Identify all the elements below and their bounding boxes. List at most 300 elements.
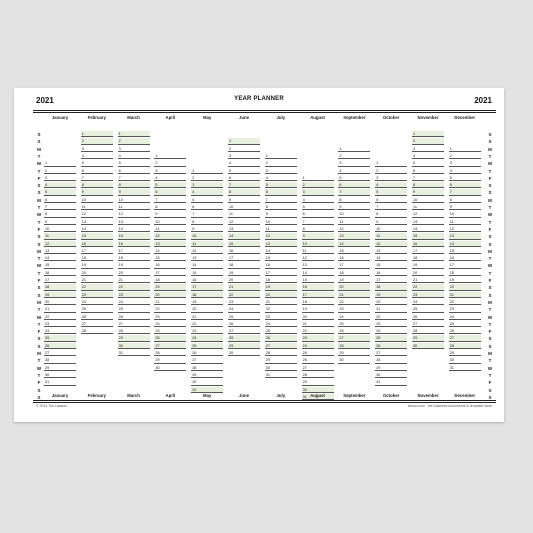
day-cell[interactable]: 9 xyxy=(412,189,444,195)
day-cell[interactable]: 4 xyxy=(44,182,76,188)
day-cell[interactable]: 18 xyxy=(302,299,334,305)
day-cell[interactable]: 24 xyxy=(81,299,113,305)
day-cell[interactable]: 7 xyxy=(44,204,76,210)
day-cell[interactable]: 2 xyxy=(81,138,113,144)
day-cell[interactable]: 10 xyxy=(154,219,186,225)
day-cell[interactable]: 20 xyxy=(118,270,150,276)
day-cell[interactable]: 5 xyxy=(449,175,481,181)
day-cell[interactable]: 7 xyxy=(228,182,260,188)
day-cell[interactable]: 10 xyxy=(44,226,76,232)
day-cell[interactable]: 16 xyxy=(81,241,113,247)
day-cell[interactable]: 20 xyxy=(265,292,297,298)
day-cell[interactable]: 9 xyxy=(302,233,334,239)
day-cell[interactable]: 11 xyxy=(338,219,370,225)
day-cell[interactable]: 10 xyxy=(191,233,223,239)
day-cell[interactable]: 7 xyxy=(191,211,223,217)
day-cell[interactable]: 28 xyxy=(191,365,223,371)
day-cell[interactable]: 20 xyxy=(302,314,334,320)
day-cell[interactable]: 23 xyxy=(228,299,260,305)
day-cell[interactable]: 18 xyxy=(265,277,297,283)
day-cell[interactable]: 6 xyxy=(302,211,334,217)
day-cell[interactable]: 26 xyxy=(302,357,334,363)
day-cell[interactable]: 3 xyxy=(44,175,76,181)
day-cell[interactable]: 4 xyxy=(81,153,113,159)
day-cell[interactable]: 27 xyxy=(118,321,150,327)
day-cell[interactable]: 13 xyxy=(265,241,297,247)
day-cell[interactable]: 3 xyxy=(191,182,223,188)
day-cell[interactable]: 16 xyxy=(375,270,407,276)
day-cell[interactable]: 31 xyxy=(449,365,481,371)
day-cell[interactable]: 21 xyxy=(375,306,407,312)
day-cell[interactable]: 12 xyxy=(118,211,150,217)
day-cell[interactable]: 11 xyxy=(191,241,223,247)
day-cell[interactable]: 5 xyxy=(302,204,334,210)
day-cell[interactable]: 19 xyxy=(412,262,444,268)
day-cell[interactable]: 23 xyxy=(338,306,370,312)
day-cell[interactable]: 25 xyxy=(228,314,260,320)
day-cell[interactable]: 8 xyxy=(449,197,481,203)
day-cell[interactable]: 23 xyxy=(265,314,297,320)
day-cell[interactable]: 13 xyxy=(338,233,370,239)
day-cell[interactable]: 4 xyxy=(118,153,150,159)
day-cell[interactable]: 17 xyxy=(118,248,150,254)
day-cell[interactable]: 10 xyxy=(228,204,260,210)
day-cell[interactable]: 21 xyxy=(338,292,370,298)
day-cell[interactable]: 26 xyxy=(44,343,76,349)
day-cell[interactable]: 24 xyxy=(228,306,260,312)
day-cell[interactable]: 24 xyxy=(302,343,334,349)
day-cell[interactable]: 12 xyxy=(449,226,481,232)
day-cell[interactable]: 10 xyxy=(81,197,113,203)
day-cell[interactable]: 19 xyxy=(228,270,260,276)
day-cell[interactable]: 10 xyxy=(265,219,297,225)
day-cell[interactable]: 24 xyxy=(412,299,444,305)
day-cell[interactable]: 17 xyxy=(412,248,444,254)
day-cell[interactable]: 4 xyxy=(265,175,297,181)
day-cell[interactable]: 21 xyxy=(265,299,297,305)
day-cell[interactable]: 19 xyxy=(338,277,370,283)
day-cell[interactable]: 10 xyxy=(449,211,481,217)
day-cell[interactable]: 5 xyxy=(265,182,297,188)
day-cell[interactable]: 29 xyxy=(118,335,150,341)
day-cell[interactable]: 27 xyxy=(81,321,113,327)
day-cell[interactable]: 19 xyxy=(191,299,223,305)
day-cell[interactable]: 31 xyxy=(265,372,297,378)
day-cell[interactable]: 16 xyxy=(191,277,223,283)
day-cell[interactable]: 26 xyxy=(81,314,113,320)
day-cell[interactable]: 5 xyxy=(338,175,370,181)
day-cell[interactable]: 8 xyxy=(118,182,150,188)
day-cell[interactable]: 23 xyxy=(302,335,334,341)
day-cell[interactable]: 21 xyxy=(81,277,113,283)
day-cell[interactable]: 9 xyxy=(44,219,76,225)
day-cell[interactable]: 31 xyxy=(118,350,150,356)
day-cell[interactable]: 26 xyxy=(191,350,223,356)
day-cell[interactable]: 19 xyxy=(449,277,481,283)
day-cell[interactable]: 28 xyxy=(44,357,76,363)
day-cell[interactable]: 28 xyxy=(412,328,444,334)
day-cell[interactable]: 13 xyxy=(302,262,334,268)
day-cell[interactable]: 18 xyxy=(191,292,223,298)
day-cell[interactable]: 19 xyxy=(118,262,150,268)
day-cell[interactable]: 29 xyxy=(338,350,370,356)
day-cell[interactable]: 14 xyxy=(118,226,150,232)
day-cell[interactable]: 21 xyxy=(302,321,334,327)
day-cell[interactable]: 5 xyxy=(228,168,260,174)
day-cell[interactable]: 1 xyxy=(375,160,407,166)
day-cell[interactable]: 14 xyxy=(154,248,186,254)
day-cell[interactable]: 30 xyxy=(375,372,407,378)
day-cell[interactable]: 11 xyxy=(154,226,186,232)
day-cell[interactable]: 7 xyxy=(154,197,186,203)
day-cell[interactable]: 26 xyxy=(375,343,407,349)
day-cell[interactable]: 14 xyxy=(228,233,260,239)
day-cell[interactable]: 11 xyxy=(412,204,444,210)
day-cell[interactable]: 18 xyxy=(338,270,370,276)
day-cell[interactable]: 4 xyxy=(338,168,370,174)
day-cell[interactable]: 1 xyxy=(154,153,186,159)
day-cell[interactable]: 29 xyxy=(154,357,186,363)
day-cell[interactable]: 22 xyxy=(154,306,186,312)
day-cell[interactable]: 5 xyxy=(191,197,223,203)
day-cell[interactable]: 8 xyxy=(412,182,444,188)
day-cell[interactable]: 17 xyxy=(44,277,76,283)
day-cell[interactable]: 2 xyxy=(44,168,76,174)
day-cell[interactable]: 17 xyxy=(228,255,260,261)
day-cell[interactable]: 30 xyxy=(191,379,223,385)
day-cell[interactable]: 6 xyxy=(449,182,481,188)
day-cell[interactable]: 9 xyxy=(338,204,370,210)
day-cell[interactable]: 28 xyxy=(449,343,481,349)
day-cell[interactable]: 6 xyxy=(375,197,407,203)
day-cell[interactable]: 12 xyxy=(154,233,186,239)
day-cell[interactable]: 11 xyxy=(265,226,297,232)
day-cell[interactable]: 1 xyxy=(338,146,370,152)
day-cell[interactable]: 22 xyxy=(191,321,223,327)
day-cell[interactable]: 4 xyxy=(228,160,260,166)
day-cell[interactable]: 23 xyxy=(375,321,407,327)
day-cell[interactable]: 22 xyxy=(302,328,334,334)
day-cell[interactable]: 15 xyxy=(228,241,260,247)
day-cell[interactable]: 12 xyxy=(265,233,297,239)
day-cell[interactable]: 26 xyxy=(118,314,150,320)
day-cell[interactable]: 2 xyxy=(154,160,186,166)
day-cell[interactable]: 7 xyxy=(118,175,150,181)
day-cell[interactable]: 3 xyxy=(412,146,444,152)
day-cell[interactable]: 9 xyxy=(118,189,150,195)
day-cell[interactable]: 30 xyxy=(412,343,444,349)
day-cell[interactable]: 1 xyxy=(265,153,297,159)
day-cell[interactable]: 8 xyxy=(81,182,113,188)
day-cell[interactable]: 16 xyxy=(338,255,370,261)
day-cell[interactable]: 24 xyxy=(44,328,76,334)
day-cell[interactable]: 14 xyxy=(191,262,223,268)
day-cell[interactable]: 9 xyxy=(191,226,223,232)
day-cell[interactable]: 4 xyxy=(449,168,481,174)
day-cell[interactable]: 15 xyxy=(375,262,407,268)
day-cell[interactable]: 12 xyxy=(228,219,260,225)
day-cell[interactable]: 7 xyxy=(302,219,334,225)
day-cell[interactable]: 27 xyxy=(302,365,334,371)
day-cell[interactable]: 28 xyxy=(154,350,186,356)
day-cell[interactable]: 22 xyxy=(375,314,407,320)
day-cell[interactable]: 27 xyxy=(191,357,223,363)
day-cell[interactable]: 23 xyxy=(44,321,76,327)
day-cell[interactable]: 5 xyxy=(375,189,407,195)
day-cell[interactable]: 8 xyxy=(265,204,297,210)
day-cell[interactable]: 12 xyxy=(191,248,223,254)
day-cell[interactable]: 13 xyxy=(191,255,223,261)
day-cell[interactable]: 12 xyxy=(412,211,444,217)
day-cell[interactable]: 13 xyxy=(118,219,150,225)
day-cell[interactable]: 19 xyxy=(302,306,334,312)
day-cell[interactable]: 30 xyxy=(118,343,150,349)
day-cell[interactable]: 1 xyxy=(228,138,260,144)
day-cell[interactable]: 30 xyxy=(265,365,297,371)
day-cell[interactable]: 4 xyxy=(154,175,186,181)
day-cell[interactable]: 2 xyxy=(118,138,150,144)
day-cell[interactable]: 22 xyxy=(118,284,150,290)
day-cell[interactable]: 6 xyxy=(228,175,260,181)
day-cell[interactable]: 20 xyxy=(44,299,76,305)
day-cell[interactable]: 9 xyxy=(375,219,407,225)
day-cell[interactable]: 15 xyxy=(191,270,223,276)
day-cell[interactable]: 8 xyxy=(375,211,407,217)
day-cell[interactable]: 13 xyxy=(154,241,186,247)
day-cell[interactable]: 27 xyxy=(338,335,370,341)
day-cell[interactable]: 20 xyxy=(154,292,186,298)
day-cell[interactable]: 6 xyxy=(338,182,370,188)
day-cell[interactable]: 29 xyxy=(302,379,334,385)
day-cell[interactable]: 21 xyxy=(412,277,444,283)
day-cell[interactable]: 19 xyxy=(154,284,186,290)
day-cell[interactable]: 15 xyxy=(44,262,76,268)
day-cell[interactable]: 29 xyxy=(265,357,297,363)
day-cell[interactable]: 16 xyxy=(412,241,444,247)
day-cell[interactable]: 30 xyxy=(44,372,76,378)
day-cell[interactable]: 13 xyxy=(412,219,444,225)
day-cell[interactable]: 2 xyxy=(302,182,334,188)
day-cell[interactable]: 19 xyxy=(81,262,113,268)
day-cell[interactable]: 13 xyxy=(449,233,481,239)
day-cell[interactable]: 11 xyxy=(44,233,76,239)
day-cell[interactable]: 27 xyxy=(44,350,76,356)
day-cell[interactable]: 14 xyxy=(449,241,481,247)
day-cell[interactable]: 5 xyxy=(44,189,76,195)
day-cell[interactable]: 20 xyxy=(338,284,370,290)
day-cell[interactable]: 27 xyxy=(412,321,444,327)
day-cell[interactable]: 16 xyxy=(154,262,186,268)
day-cell[interactable]: 28 xyxy=(375,357,407,363)
day-cell[interactable]: 11 xyxy=(228,211,260,217)
day-cell[interactable]: 24 xyxy=(191,335,223,341)
day-cell[interactable]: 29 xyxy=(228,343,260,349)
day-cell[interactable]: 6 xyxy=(44,197,76,203)
day-cell[interactable]: 6 xyxy=(81,168,113,174)
day-cell[interactable]: 15 xyxy=(449,248,481,254)
day-cell[interactable]: 6 xyxy=(154,189,186,195)
day-cell[interactable]: 8 xyxy=(44,211,76,217)
day-cell[interactable]: 17 xyxy=(449,262,481,268)
day-cell[interactable]: 24 xyxy=(265,321,297,327)
day-cell[interactable]: 22 xyxy=(44,314,76,320)
day-cell[interactable]: 7 xyxy=(81,175,113,181)
day-cell[interactable]: 22 xyxy=(81,284,113,290)
day-cell[interactable]: 25 xyxy=(412,306,444,312)
day-cell[interactable]: 22 xyxy=(449,299,481,305)
day-cell[interactable]: 4 xyxy=(412,153,444,159)
day-cell[interactable]: 25 xyxy=(449,321,481,327)
day-cell[interactable]: 28 xyxy=(338,343,370,349)
day-cell[interactable]: 28 xyxy=(228,335,260,341)
day-cell[interactable]: 26 xyxy=(338,328,370,334)
day-cell[interactable]: 25 xyxy=(118,306,150,312)
day-cell[interactable]: 19 xyxy=(44,292,76,298)
day-cell[interactable]: 5 xyxy=(81,160,113,166)
day-cell[interactable]: 10 xyxy=(338,211,370,217)
day-cell[interactable]: 27 xyxy=(265,343,297,349)
day-cell[interactable]: 13 xyxy=(375,248,407,254)
day-cell[interactable]: 18 xyxy=(81,255,113,261)
day-cell[interactable]: 23 xyxy=(118,292,150,298)
day-cell[interactable]: 9 xyxy=(449,204,481,210)
day-cell[interactable]: 8 xyxy=(228,189,260,195)
day-cell[interactable]: 21 xyxy=(44,306,76,312)
day-cell[interactable]: 17 xyxy=(302,292,334,298)
day-cell[interactable]: 30 xyxy=(449,357,481,363)
day-cell[interactable]: 11 xyxy=(118,204,150,210)
day-cell[interactable]: 8 xyxy=(338,197,370,203)
day-cell[interactable]: 29 xyxy=(375,365,407,371)
day-cell[interactable]: 11 xyxy=(81,204,113,210)
day-cell[interactable]: 9 xyxy=(265,211,297,217)
day-cell[interactable]: 28 xyxy=(81,328,113,334)
day-cell[interactable]: 23 xyxy=(154,314,186,320)
day-cell[interactable]: 4 xyxy=(375,182,407,188)
day-cell[interactable]: 13 xyxy=(44,248,76,254)
day-cell[interactable]: 30 xyxy=(228,350,260,356)
day-cell[interactable]: 23 xyxy=(191,328,223,334)
day-cell[interactable]: 24 xyxy=(118,299,150,305)
day-cell[interactable]: 5 xyxy=(412,160,444,166)
day-cell[interactable]: 13 xyxy=(81,219,113,225)
day-cell[interactable]: 15 xyxy=(412,233,444,239)
day-cell[interactable]: 25 xyxy=(191,343,223,349)
day-cell[interactable]: 21 xyxy=(191,314,223,320)
day-cell[interactable]: 29 xyxy=(44,365,76,371)
day-cell[interactable]: 12 xyxy=(81,211,113,217)
day-cell[interactable]: 1 xyxy=(412,131,444,137)
day-cell[interactable]: 12 xyxy=(44,241,76,247)
day-cell[interactable]: 21 xyxy=(118,277,150,283)
day-cell[interactable]: 30 xyxy=(302,387,334,393)
day-cell[interactable]: 31 xyxy=(44,379,76,385)
day-cell[interactable]: 29 xyxy=(191,372,223,378)
day-cell[interactable]: 2 xyxy=(265,160,297,166)
day-cell[interactable]: 25 xyxy=(375,335,407,341)
day-cell[interactable]: 3 xyxy=(265,168,297,174)
day-cell[interactable]: 7 xyxy=(449,189,481,195)
day-cell[interactable]: 18 xyxy=(449,270,481,276)
day-cell[interactable]: 7 xyxy=(375,204,407,210)
day-cell[interactable]: 15 xyxy=(265,255,297,261)
day-cell[interactable]: 23 xyxy=(412,292,444,298)
day-cell[interactable]: 15 xyxy=(338,248,370,254)
day-cell[interactable]: 22 xyxy=(412,284,444,290)
day-cell[interactable]: 20 xyxy=(81,270,113,276)
day-cell[interactable]: 9 xyxy=(228,197,260,203)
day-cell[interactable]: 15 xyxy=(302,277,334,283)
day-cell[interactable]: 18 xyxy=(228,262,260,268)
day-cell[interactable]: 24 xyxy=(375,328,407,334)
day-cell[interactable]: 31 xyxy=(375,379,407,385)
day-cell[interactable]: 4 xyxy=(191,189,223,195)
day-cell[interactable]: 21 xyxy=(449,292,481,298)
day-cell[interactable]: 1 xyxy=(44,160,76,166)
day-cell[interactable]: 23 xyxy=(449,306,481,312)
day-cell[interactable]: 29 xyxy=(412,335,444,341)
day-cell[interactable]: 16 xyxy=(44,270,76,276)
day-cell[interactable]: 7 xyxy=(265,197,297,203)
day-cell[interactable]: 16 xyxy=(449,255,481,261)
day-cell[interactable]: 15 xyxy=(154,255,186,261)
day-cell[interactable]: 3 xyxy=(154,168,186,174)
day-cell[interactable]: 27 xyxy=(228,328,260,334)
day-cell[interactable]: 8 xyxy=(191,219,223,225)
day-cell[interactable]: 3 xyxy=(375,175,407,181)
day-cell[interactable]: 5 xyxy=(154,182,186,188)
day-cell[interactable]: 16 xyxy=(265,262,297,268)
day-cell[interactable]: 17 xyxy=(375,277,407,283)
day-cell[interactable]: 18 xyxy=(375,284,407,290)
day-cell[interactable]: 21 xyxy=(154,299,186,305)
day-cell[interactable]: 18 xyxy=(412,255,444,261)
day-cell[interactable]: 28 xyxy=(302,372,334,378)
day-cell[interactable]: 11 xyxy=(449,219,481,225)
day-cell[interactable]: 9 xyxy=(154,211,186,217)
day-cell[interactable]: 10 xyxy=(412,197,444,203)
day-cell[interactable]: 3 xyxy=(81,146,113,152)
day-cell[interactable]: 14 xyxy=(302,270,334,276)
day-cell[interactable]: 30 xyxy=(338,357,370,363)
day-cell[interactable]: 11 xyxy=(302,248,334,254)
day-cell[interactable]: 31 xyxy=(302,394,334,400)
day-cell[interactable]: 25 xyxy=(302,350,334,356)
day-cell[interactable]: 1 xyxy=(302,175,334,181)
day-cell[interactable]: 20 xyxy=(412,270,444,276)
day-cell[interactable]: 21 xyxy=(228,284,260,290)
day-cell[interactable]: 1 xyxy=(81,131,113,137)
day-cell[interactable]: 25 xyxy=(265,328,297,334)
day-cell[interactable]: 26 xyxy=(449,328,481,334)
day-cell[interactable]: 18 xyxy=(154,277,186,283)
day-cell[interactable]: 26 xyxy=(228,321,260,327)
day-cell[interactable]: 17 xyxy=(81,248,113,254)
day-cell[interactable]: 19 xyxy=(265,284,297,290)
day-cell[interactable]: 23 xyxy=(81,292,113,298)
day-cell[interactable]: 14 xyxy=(412,226,444,232)
day-cell[interactable]: 16 xyxy=(118,241,150,247)
day-cell[interactable]: 6 xyxy=(265,189,297,195)
day-cell[interactable]: 1 xyxy=(449,146,481,152)
day-cell[interactable]: 30 xyxy=(154,365,186,371)
day-cell[interactable]: 2 xyxy=(412,138,444,144)
day-cell[interactable]: 12 xyxy=(338,226,370,232)
day-cell[interactable]: 16 xyxy=(228,248,260,254)
day-cell[interactable]: 10 xyxy=(302,241,334,247)
day-cell[interactable]: 1 xyxy=(118,131,150,137)
day-cell[interactable]: 20 xyxy=(228,277,260,283)
